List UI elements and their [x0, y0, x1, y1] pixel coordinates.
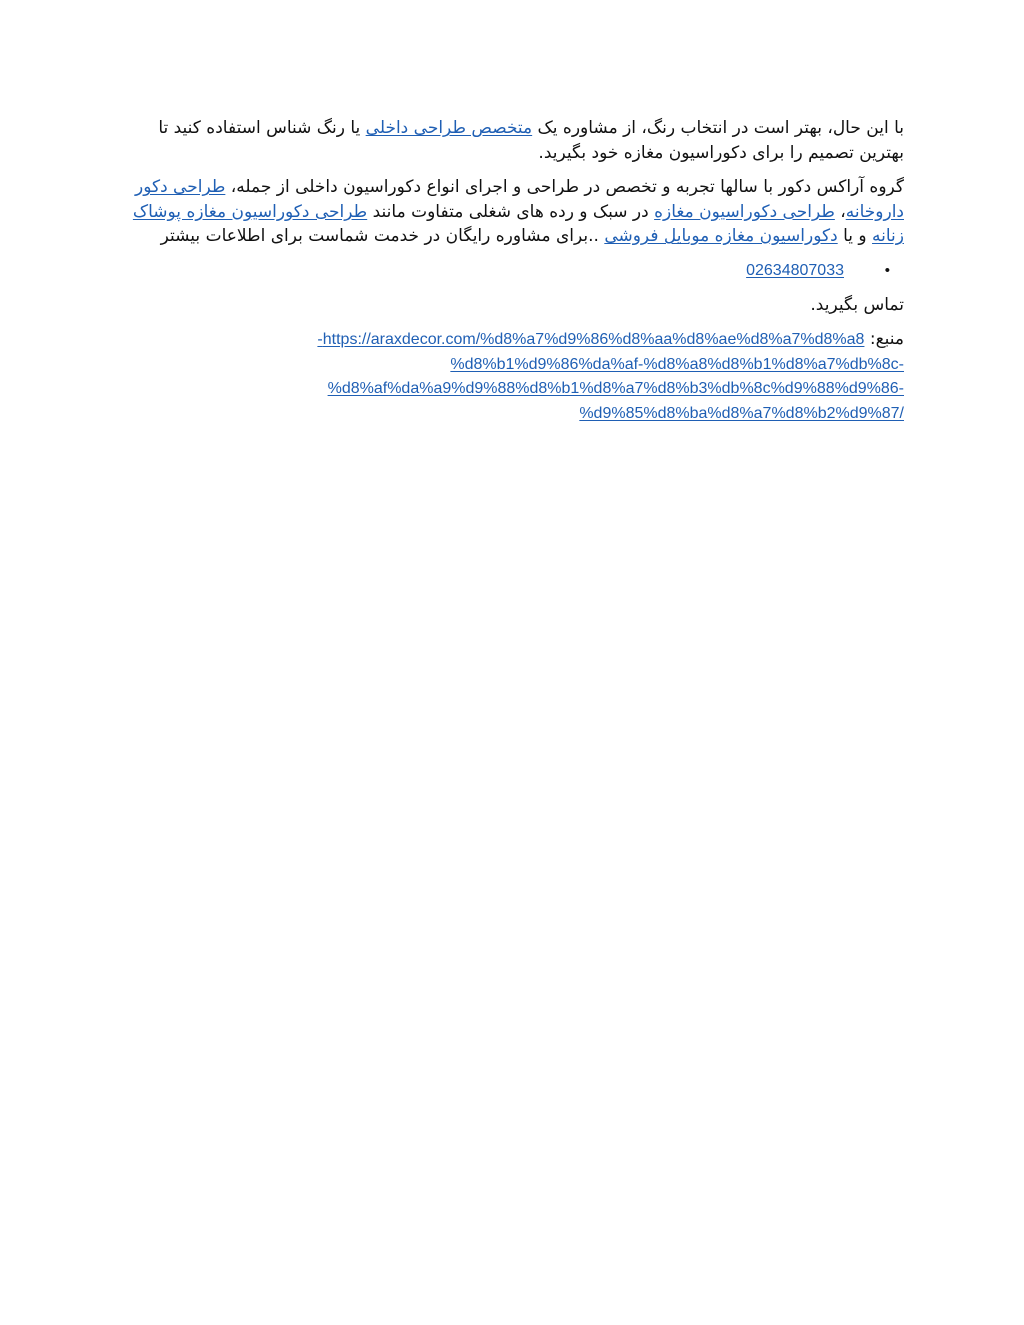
paragraph2-text-5: ..برای مشاوره رایگان در خدمت شماست برای اطلاعات بیشتر — [160, 226, 605, 246]
source-url-line-1: https://araxdecor.com/%d8%a7%d9%86%d8%aa%d8%ae%d8%a7%d8%a8- — [317, 331, 865, 348]
link-shop-decoration-design[interactable]: طراحی دکوراسیون مغازه — [654, 201, 835, 222]
link-pharmacy-decor-design[interactable]: طراحی دکور داروخانه — [134, 177, 904, 222]
source-url-line-4: %d9%85%d8%ba%d8%a7%d8%b2%d9%87/ — [579, 404, 904, 422]
paragraph2-text-3: در سبک و رده های شغلی متفاوت مانند — [367, 201, 655, 222]
paragraph1-text-after: یا رنگ شناس استفاده کنید تا بهترین تصمیم را برای دکوراسیون مغازه خود بگیرید. — [158, 118, 904, 163]
paragraph2-text-4: و یا — [837, 226, 873, 246]
paragraph2-text-1: گروه آراکس دکور با سالها تجربه و تخصص در طراحی و اجرای انواع دکوراسیون داخلی از جمله، — [225, 177, 904, 197]
paragraph1-text-before: با این حال، بهتر است در انتخاب رنگ، از مشاوره یک — [532, 118, 904, 138]
link-women-clothing-shop-design[interactable]: طراحی دکوراسیون مغازه پوشاک زنانه — [132, 201, 904, 246]
paragraph-color-advice — [120, 116, 904, 165]
phone-list — [120, 259, 904, 283]
phone-list-item — [120, 259, 890, 283]
bullet-icon: • — [884, 261, 890, 279]
paragraph2-text-2: ، — [834, 201, 846, 222]
source-url-line-2: %d8%b1%d9%86%da%af-%d8%a8%d8%b1%d8%a7%db%8c- — [450, 355, 904, 373]
link-mobile-shop-decoration[interactable]: دکوراسیون مغازه موبایل فروشی — [604, 226, 838, 246]
phone-link[interactable]: 02634807033 — [746, 261, 844, 279]
source-block — [120, 327, 904, 426]
source-label: منبع: — [869, 329, 904, 349]
contact-text: تماس بگیرید. — [810, 294, 904, 315]
source-url-line-3: %d8%af%da%a9%d9%88%d8%b1%d8%a7%d8%b3%db%8c%d9%88%d9%86- — [327, 380, 904, 397]
source-url-link[interactable] — [120, 331, 904, 426]
paragraph-arax-group — [120, 175, 904, 249]
link-interior-design-specialist[interactable]: متخصص طراحی داخلی — [365, 118, 533, 138]
document-page — [120, 116, 904, 426]
